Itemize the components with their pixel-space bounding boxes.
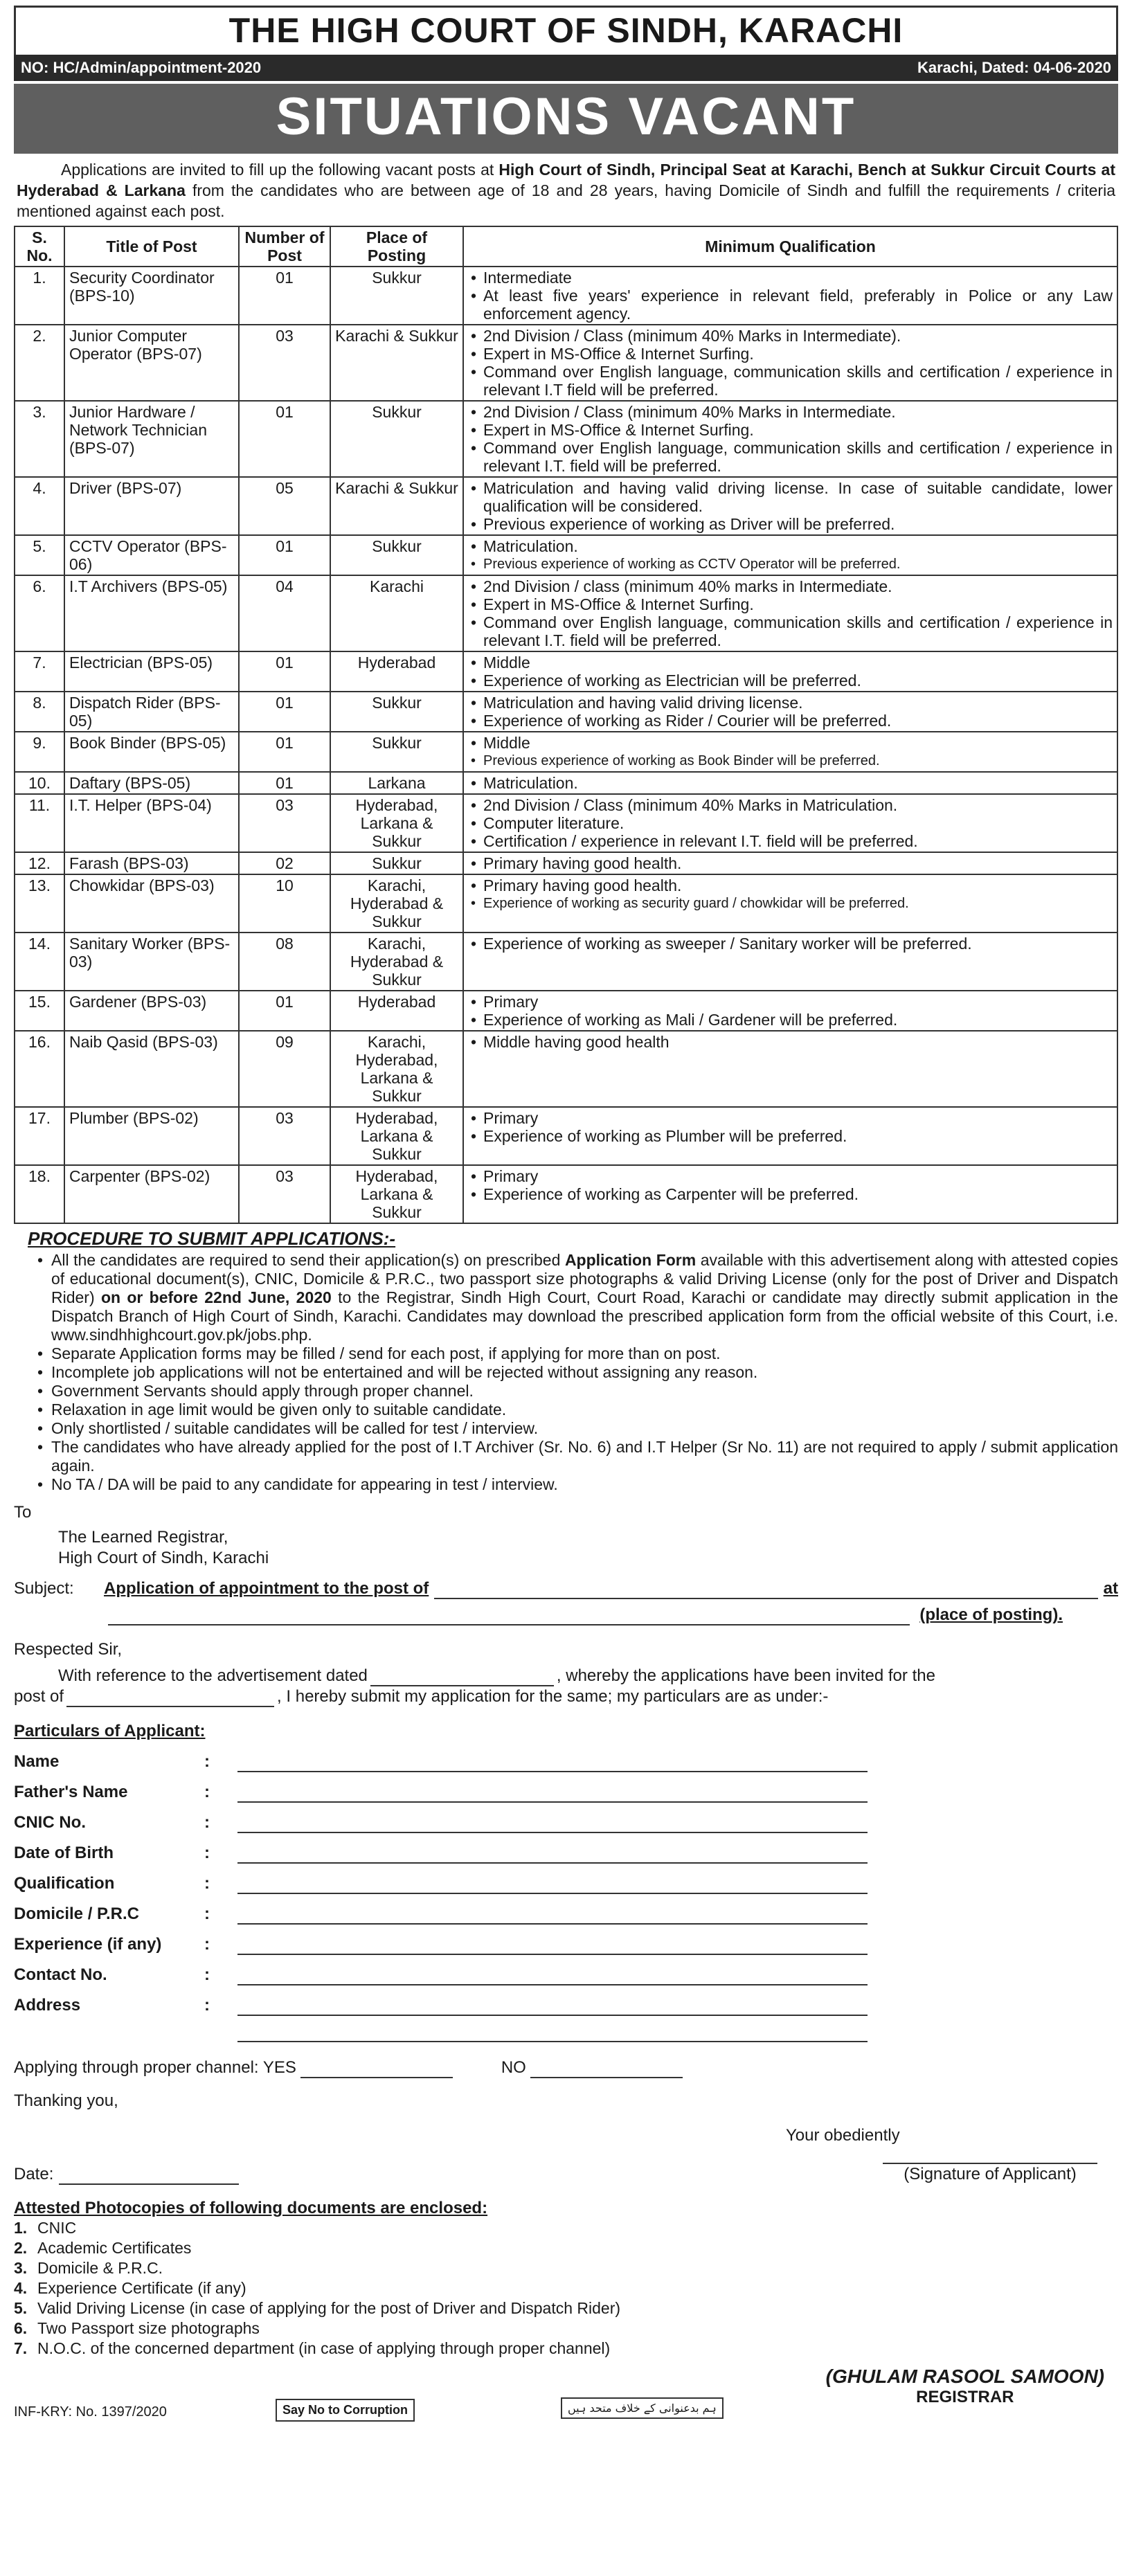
cell-sno: 9. [15, 732, 64, 772]
cell-sno: 17. [15, 1107, 64, 1165]
obediently: Your obediently [786, 2126, 900, 2145]
table-row [15, 692, 1117, 732]
subject-at: at [1103, 1579, 1118, 1598]
cell-qualification [463, 852, 1117, 874]
urdu-slogan-stamp: ہم بدعنوانی کے خلاف متحد ہیں [561, 2397, 724, 2419]
qualification-item: • Previous experience of working as Book Binder will be preferred. [468, 752, 1113, 770]
body-text: post of [14, 1687, 64, 1706]
cell-title: Junior Hardware / Network Technician (BPS-07) [64, 401, 239, 477]
field-colon: : [204, 1783, 210, 1801]
procedure-list [14, 1251, 1118, 1494]
cell-qualification [463, 1165, 1117, 1223]
field-row-domicile [14, 1904, 1118, 1925]
post-blank[interactable] [434, 1583, 1097, 1599]
cnic-field[interactable] [237, 1817, 868, 1833]
field-row-contact [14, 1965, 1118, 1985]
cell-title: Book Binder (BPS-05) [64, 732, 239, 772]
cell-qualification [463, 772, 1117, 794]
cell-sno: 14. [15, 933, 64, 991]
field-row-address [14, 1995, 1118, 2016]
doc-text: N.O.C. of the concerned department (in case of applying through proper channel) [37, 2339, 611, 2357]
qualification-item: • Expert in MS-Office & Internet Surfing. [468, 595, 1113, 613]
cell-number: 03 [239, 325, 330, 401]
qualification-item: • Command over English language, communication skills and certification / experience in relevant I.T. field will be preferred. [468, 439, 1113, 475]
table-row [15, 477, 1117, 535]
post-of-blank[interactable] [66, 1691, 274, 1707]
doc-text: Two Passport size photographs [37, 2319, 260, 2337]
domicile-field[interactable] [237, 1908, 868, 1925]
cell-sno: 8. [15, 692, 64, 732]
body-line-2 [14, 1686, 1118, 1707]
qualification-item: • Experience of working as Rider / Courier will be preferred. [468, 712, 1113, 730]
qualification-list [468, 537, 1113, 573]
cell-number: 01 [239, 267, 330, 325]
footer [14, 2359, 1118, 2442]
contact-field[interactable] [237, 1969, 868, 1985]
qualification-list [468, 993, 1113, 1029]
table-row [15, 1031, 1117, 1107]
cell-place: Sukkur [330, 852, 463, 874]
cell-place: Karachi, Hyderabad & Sukkur [330, 933, 463, 991]
channel-yes-blank[interactable] [300, 2062, 453, 2078]
procedure-item: • Only shortlisted / suitable candidates will be called for test / interview. [37, 1419, 1118, 1438]
doc-number: 3. [14, 2259, 28, 2277]
cell-title: Electrician (BPS-05) [64, 651, 239, 692]
cell-qualification [463, 1031, 1117, 1107]
address-field-line-2[interactable] [237, 2026, 868, 2042]
cell-number: 01 [239, 535, 330, 575]
procedure-item: • Separate Application forms may be filled / send for each post, if applying for more than on post. [37, 1344, 1118, 1363]
doc-number: 2. [14, 2239, 28, 2257]
procedure-item: • Incomplete job applications will not be entertained and will be rejected without assigning any reason. [37, 1363, 1118, 1382]
field-row-address-2 [14, 2026, 1118, 2042]
cell-qualification [463, 794, 1117, 852]
channel-no-blank[interactable] [530, 2062, 683, 2078]
procedure-item: • Relaxation in age limit would be given only to suitable candidate. [37, 1400, 1118, 1419]
cell-sno: 2. [15, 325, 64, 401]
court-title: THE HIGH COURT OF SINDH, KARACHI [14, 6, 1118, 55]
doc-number: 7. [14, 2339, 28, 2357]
qualification-item: • Command over English language, communication skills and certification / experience in relevant I.T. field will be preferred. [468, 613, 1113, 649]
cell-number: 03 [239, 1165, 330, 1223]
cell-place: Hyderabad, Larkana & Sukkur [330, 1165, 463, 1223]
procedure-item: • No TA / DA will be paid to any candidate for appearing in test / interview. [37, 1475, 1118, 1494]
cell-qualification [463, 575, 1117, 651]
qualification-item: • Primary having good health. [468, 876, 1113, 894]
qualification-item: • Matriculation and having valid driving license. [468, 694, 1113, 712]
cell-qualification [463, 874, 1117, 933]
say-no-to-corruption-stamp: Say No to Corruption [276, 2399, 415, 2422]
table-row [15, 1107, 1117, 1165]
addressee-line-2: High Court of Sindh, Karachi [58, 1549, 269, 1567]
qualification-item: • Experience of working as sweeper / Sanitary worker will be preferred. [468, 935, 1113, 953]
cell-number: 01 [239, 651, 330, 692]
to-label: To [14, 1503, 32, 1522]
signatory-name: (GHULAM RASOOL SAMOON) [825, 2366, 1104, 2387]
qualification-list [468, 935, 1113, 953]
table-body [15, 267, 1117, 1223]
table-row [15, 732, 1117, 772]
intro-text-1: Applications are invited to fill up the following vacant posts at [61, 161, 499, 179]
qualification-item: • Experience of working as Mali / Gardener will be preferred. [468, 1011, 1113, 1029]
cell-qualification [463, 991, 1117, 1031]
procedure-text: to the Registrar, Sindh High Court, Court Road, Karachi or candidate may directly submit application in the Dispatch Branch of High Court of Sindh, Karachi. Candidates may download the prescribed application form from the official website of this Court, i.e. www.sindhhighcourt.gov.pk/jobs.php. [51, 1288, 1118, 1344]
qualification-item: • Primary [468, 1109, 1113, 1127]
cell-title: CCTV Operator (BPS-06) [64, 535, 239, 575]
cell-place: Sukkur [330, 732, 463, 772]
qualification-item: • Experience of working as security guard / chowkidar will be preferred. [468, 894, 1113, 912]
procedure-item: • The candidates who have already applied for the post of I.T Archiver (Sr. No. 6) and I.T Helper (Sr No. 11) are not required to apply / submit application again. [37, 1438, 1118, 1475]
field-label: Experience (if any) [14, 1935, 162, 1954]
cell-sno: 6. [15, 575, 64, 651]
field-label: Qualification [14, 1874, 115, 1893]
doc-text: CNIC [37, 2219, 77, 2237]
qualification-item: • Matriculation. [468, 537, 1113, 555]
subject-text: Application of appointment to the post of [104, 1579, 429, 1598]
thanking: Thanking you, [14, 2091, 118, 2110]
cell-number: 01 [239, 772, 330, 794]
qualification-list [468, 774, 1113, 792]
subject-label: Subject: [14, 1579, 74, 1598]
signatory-designation: REGISTRAR [916, 2388, 1014, 2406]
cell-title: Dispatch Rider (BPS-05) [64, 692, 239, 732]
cell-title: Driver (BPS-07) [64, 477, 239, 535]
field-colon: : [204, 1996, 210, 2015]
cell-sno: 7. [15, 651, 64, 692]
cell-sno: 15. [15, 991, 64, 1031]
qualification-item: • Expert in MS-Office & Internet Surfing. [468, 345, 1113, 363]
cell-place: Karachi, Hyderabad & Sukkur [330, 874, 463, 933]
qualification-item: • Matriculation and having valid driving license. In case of suitable candidate, lower qualification will be considered. [468, 479, 1113, 515]
vacancy-table [14, 226, 1118, 1224]
place-blank[interactable] [108, 1609, 910, 1625]
cell-number: 02 [239, 852, 330, 874]
qualification-list [468, 854, 1113, 872]
cell-place: Karachi [330, 575, 463, 651]
cell-place: Sukkur [330, 692, 463, 732]
field-label: Date of Birth [14, 1844, 114, 1862]
field-label: Name [14, 1752, 60, 1771]
documents-heading: Attested Photocopies of following documents are enclosed: [14, 2199, 488, 2217]
cell-number: 05 [239, 477, 330, 535]
place-line [108, 1605, 1118, 1625]
qualification-list [468, 654, 1113, 690]
cell-sno: 10. [15, 772, 64, 794]
advertisement-page [14, 0, 1118, 2442]
qualification-list [468, 1033, 1113, 1051]
field-label: CNIC No. [14, 1813, 86, 1832]
cell-place: Karachi & Sukkur [330, 477, 463, 535]
qualification-item: • Experience of working as Electrician will be preferred. [468, 672, 1113, 690]
qualification-item: • Intermediate [468, 269, 1113, 287]
qualification-list [468, 479, 1113, 533]
cell-place: Sukkur [330, 401, 463, 477]
channel-no-label: NO [501, 2058, 526, 2077]
body-text: With reference to the advertisement dated [58, 1666, 368, 1685]
cell-place: Karachi & Sukkur [330, 325, 463, 401]
addressee-line-1: The Learned Registrar, [58, 1528, 228, 1547]
document-item [14, 2218, 1118, 2238]
qualification-item: • Previous experience of working as CCTV Operator will be preferred. [468, 555, 1113, 573]
qualification-item: • Primary [468, 1167, 1113, 1185]
cell-number: 01 [239, 991, 330, 1031]
cell-number: 08 [239, 933, 330, 991]
cell-number: 01 [239, 732, 330, 772]
field-label: Address [14, 1996, 81, 2015]
header-sno: S. No. [15, 226, 64, 267]
date-signature-line [14, 2163, 1118, 2185]
doc-number: 5. [14, 2299, 28, 2317]
header-qualification: Minimum Qualification [463, 226, 1117, 267]
procedure-heading: PROCEDURE TO SUBMIT APPLICATIONS:- [28, 1228, 396, 1249]
doc-number: 1. [14, 2219, 28, 2237]
cell-qualification [463, 477, 1117, 535]
particulars-heading: Particulars of Applicant: [14, 1722, 206, 1740]
date-blank[interactable] [59, 2168, 239, 2185]
cell-number: 09 [239, 1031, 330, 1107]
qualification-item: • 2nd Division / Class (minimum 40% Marks in Matriculation. [468, 796, 1113, 814]
cell-title: Naib Qasid (BPS-03) [64, 1031, 239, 1107]
qualification-list [468, 577, 1113, 649]
field-colon: : [204, 1813, 210, 1832]
address-field[interactable] [237, 1999, 868, 2016]
cell-title: Junior Computer Operator (BPS-07) [64, 325, 239, 401]
procedure-item [37, 1251, 1118, 1344]
qualification-list [468, 269, 1113, 323]
cell-title: Gardener (BPS-03) [64, 991, 239, 1031]
field-row-dob [14, 1843, 1118, 1864]
cell-qualification [463, 651, 1117, 692]
field-colon: : [204, 1935, 210, 1954]
cell-place: Hyderabad [330, 651, 463, 692]
intro-text-2: from the candidates who are between age of 18 and 28 years, having Domicile of Sindh and fulfill the requirements / criteria mentioned against each post. [17, 181, 1115, 220]
doc-text: Domicile & P.R.C. [37, 2259, 163, 2277]
reference-number: NO: HC/Admin/appointment-2020 [21, 59, 262, 76]
qualification-item: • 2nd Division / Class (minimum 40% Marks in Intermediate. [468, 403, 1113, 421]
cell-place: Karachi, Hyderabad, Larkana & Sukkur [330, 1031, 463, 1107]
qualification-item: • At least five years' experience in relevant field, preferably in Police or any Law enforcement agency. [468, 287, 1113, 323]
field-label: Contact No. [14, 1965, 107, 1984]
cell-place: Hyderabad, Larkana & Sukkur [330, 794, 463, 852]
field-row-experience [14, 1934, 1118, 1955]
cell-title: Sanitary Worker (BPS-03) [64, 933, 239, 991]
qualification-list [468, 1167, 1113, 1203]
qualification-item: • Primary having good health. [468, 854, 1113, 872]
table-row [15, 1165, 1117, 1223]
doc-text: Valid Driving License (in case of applying for the post of Driver and Dispatch Rider) [37, 2299, 621, 2317]
field-colon: : [204, 1844, 210, 1862]
table-row [15, 575, 1117, 651]
qualification-item: • Middle [468, 654, 1113, 672]
document-item [14, 2318, 1118, 2339]
cell-number: 04 [239, 575, 330, 651]
field-label: Domicile / P.R.C [14, 1904, 139, 1923]
salutation: Respected Sir, [14, 1640, 123, 1659]
qualification-item: • Experience of working as Plumber will be preferred. [468, 1127, 1113, 1145]
cell-place: Hyderabad [330, 991, 463, 1031]
table-row [15, 852, 1117, 874]
field-row-father [14, 1782, 1118, 1803]
field-row-name [14, 1751, 1118, 1772]
cell-qualification [463, 692, 1117, 732]
cell-title: Chowkidar (BPS-03) [64, 874, 239, 933]
cell-qualification [463, 401, 1117, 477]
qualification-item: • Expert in MS-Office & Internet Surfing. [468, 421, 1113, 439]
cell-sno: 5. [15, 535, 64, 575]
cell-title: Security Coordinator (BPS-10) [64, 267, 239, 325]
table-row [15, 267, 1117, 325]
reference-bar [14, 55, 1118, 81]
doc-text: Experience Certificate (if any) [37, 2279, 246, 2297]
cell-sno: 12. [15, 852, 64, 874]
doc-number: 6. [14, 2319, 28, 2337]
procedure-item: • Government Servants should apply through proper channel. [37, 1382, 1118, 1400]
date-label: Date: [14, 2165, 54, 2183]
qualification-item: • Primary [468, 993, 1113, 1011]
table-row [15, 794, 1117, 852]
document-item [14, 2339, 1118, 2359]
qualification-field[interactable] [237, 1877, 868, 1894]
cell-title: I.T Archivers (BPS-05) [64, 575, 239, 651]
qualification-item: • Command over English language, communication skills and certification / experience in relevant I.T field will be preferred. [468, 363, 1113, 399]
procedure-deadline: on or before 22nd June, 2020 [100, 1288, 332, 1306]
inf-number: INF-KRY: No. 1397/2020 [14, 2404, 167, 2420]
cell-sno: 1. [15, 267, 64, 325]
procedure-bold: Application Form [564, 1251, 697, 1269]
header-title: Title of Post [64, 226, 239, 267]
cell-place: Hyderabad, Larkana & Sukkur [330, 1107, 463, 1165]
doc-number: 4. [14, 2279, 28, 2297]
cell-sno: 18. [15, 1165, 64, 1223]
table-row [15, 991, 1117, 1031]
table-row [15, 772, 1117, 794]
document-item [14, 2258, 1118, 2278]
cell-qualification [463, 933, 1117, 991]
cell-sno: 4. [15, 477, 64, 535]
table-row [15, 325, 1117, 401]
field-row-qualification [14, 1873, 1118, 1894]
header-place: Place of Posting [330, 226, 463, 267]
table-row [15, 933, 1117, 991]
qualification-item: • Certification / experience in relevant I.T. field will be preferred. [468, 832, 1113, 850]
doc-text: Academic Certificates [37, 2239, 192, 2257]
situations-vacant-banner: SITUATIONS VACANT [14, 84, 1118, 154]
procedure-text: available with this advertisement along with attested copies of educational document(s), CNIC, Domicile & P.R.C., two passport size photographs & valid Driving License (only for the post of Driver and Dispatch Rider) [51, 1251, 1118, 1306]
signature-of-applicant: (Signature of Applicant) [883, 2163, 1097, 2185]
qualification-item: • Middle [468, 734, 1113, 752]
advertisement-date-blank[interactable] [370, 1670, 554, 1686]
field-colon: : [204, 1904, 210, 1923]
document-item [14, 2278, 1118, 2298]
qualification-item: • Experience of working as Carpenter will be preferred. [468, 1185, 1113, 1203]
qualification-item: • Matriculation. [468, 774, 1113, 792]
cell-place: Sukkur [330, 267, 463, 325]
qualification-item: • Previous experience of working as Driver will be preferred. [468, 515, 1113, 533]
field-label: Father's Name [14, 1783, 128, 1801]
cell-number: 10 [239, 874, 330, 933]
cell-title: Farash (BPS-03) [64, 852, 239, 874]
signatory-block [826, 2366, 1104, 2407]
qualification-list [468, 327, 1113, 399]
field-colon: : [204, 1752, 210, 1771]
table-row [15, 651, 1117, 692]
qualification-item: • Middle having good health [468, 1033, 1113, 1051]
qualification-list [468, 734, 1113, 770]
header-number: Number of Post [239, 226, 330, 267]
place-of-posting: (place of posting). [919, 1605, 1063, 1624]
channel-line [14, 2057, 1118, 2078]
document-item [14, 2298, 1118, 2318]
cell-title: Daftary (BPS-05) [64, 772, 239, 794]
procedure-text: All the candidates are required to send their application(s) on prescribed [51, 1251, 565, 1269]
cell-title: Plumber (BPS-02) [64, 1107, 239, 1165]
qualification-list [468, 403, 1113, 475]
father-name-field[interactable] [237, 1786, 868, 1803]
application-form [14, 1502, 1118, 2185]
cell-title: I.T. Helper (BPS-04) [64, 794, 239, 852]
body-text: , whereby the applications have been invited for the [556, 1666, 935, 1685]
name-field[interactable] [237, 1756, 868, 1772]
documents-list [14, 2218, 1118, 2359]
dob-field[interactable] [237, 1847, 868, 1864]
cell-number: 01 [239, 401, 330, 477]
cell-qualification [463, 732, 1117, 772]
intro-bold: High Court of Sindh, Principal Seat at Karachi, Bench at Sukkur Circuit Courts at Hyderabad & Larkana [17, 161, 1115, 199]
table-header-row [15, 226, 1117, 267]
intro-paragraph [17, 159, 1115, 222]
cell-qualification [463, 1107, 1117, 1165]
cell-qualification [463, 535, 1117, 575]
body-text: , I hereby submit my application for the same; my particulars are as under:- [277, 1687, 829, 1706]
table-row [15, 535, 1117, 575]
field-colon: : [204, 1874, 210, 1893]
qualification-item: • 2nd Division / Class (minimum 40% Marks in Intermediate). [468, 327, 1113, 345]
qualification-list [468, 694, 1113, 730]
qualification-item: • Computer literature. [468, 814, 1113, 832]
document-item [14, 2238, 1118, 2258]
body-line-1 [58, 1666, 1118, 1686]
cell-place: Larkana [330, 772, 463, 794]
subject-line [14, 1578, 1118, 1599]
qualification-list [468, 1109, 1113, 1145]
cell-sno: 13. [15, 874, 64, 933]
cell-number: 03 [239, 1107, 330, 1165]
cell-qualification [463, 267, 1117, 325]
issue-date: Karachi, Dated: 04-06-2020 [917, 59, 1111, 76]
table-row [15, 874, 1117, 933]
cell-number: 03 [239, 794, 330, 852]
qualification-item: • 2nd Division / class (minimum 40% marks in Intermediate. [468, 577, 1113, 595]
cell-sno: 3. [15, 401, 64, 477]
cell-place: Sukkur [330, 535, 463, 575]
field-colon: : [204, 1965, 210, 1984]
cell-number: 01 [239, 692, 330, 732]
table-row [15, 401, 1117, 477]
experience-field[interactable] [237, 1938, 868, 1955]
channel-yes-label: Applying through proper channel: YES [14, 2058, 296, 2077]
qualification-list [468, 796, 1113, 850]
field-row-cnic [14, 1812, 1118, 1833]
cell-qualification [463, 325, 1117, 401]
cell-sno: 11. [15, 794, 64, 852]
cell-sno: 16. [15, 1031, 64, 1107]
cell-title: Carpenter (BPS-02) [64, 1165, 239, 1223]
qualification-list [468, 876, 1113, 912]
